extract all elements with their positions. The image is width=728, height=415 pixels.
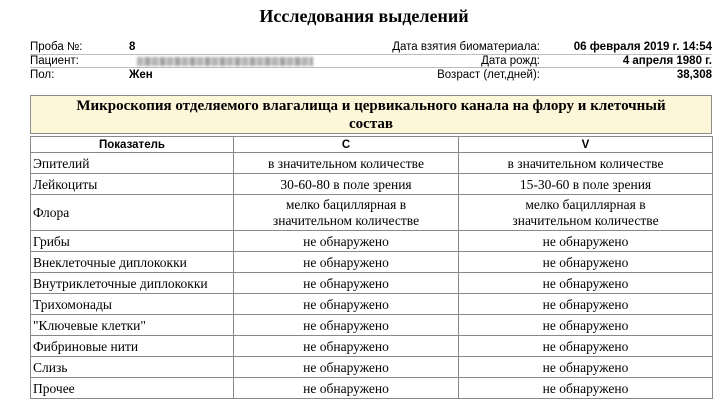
row-value-c-line1: мелко бациллярная в — [285, 196, 407, 212]
row-value-v: не обнаружено — [459, 273, 713, 294]
table-row — [31, 231, 713, 252]
row-value-c: не обнаружено — [234, 294, 459, 315]
row-value-v: не обнаружено — [459, 315, 713, 336]
section-title-line1: Микроскопия отделяемого влагалища и цервикального канала на флору и клеточный — [76, 98, 666, 114]
header-c: C — [234, 137, 459, 153]
sex-value: Жен — [129, 69, 153, 81]
results-table — [30, 136, 713, 399]
row-name: "Ключевые клетки" — [31, 315, 234, 336]
sex-label: Пол: — [30, 69, 55, 81]
section-title-line2: состав — [349, 116, 393, 132]
row-name: Эпителий — [31, 153, 234, 174]
row-value-v: 15-30-60 в поле зрения — [459, 174, 713, 195]
sample-label: Проба №: — [30, 41, 83, 53]
table-row — [31, 378, 713, 399]
row-value-v: не обнаружено — [459, 252, 713, 273]
info-row-patient — [30, 54, 712, 68]
birth-date-value: 4 апреля 1980 г. — [622, 55, 712, 67]
document-title: Исследования выделений — [259, 6, 469, 26]
row-value-v — [459, 195, 713, 231]
row-value-c: не обнаружено — [234, 378, 459, 399]
row-value-c: не обнаружено — [234, 252, 459, 273]
birth-date-label: Дата рожд: — [481, 55, 540, 67]
collection-date-value: 06 февраля 2019 г. 14:54 — [573, 41, 712, 53]
table-row — [31, 252, 713, 273]
row-name: Грибы — [31, 231, 234, 252]
sample-value: 8 — [129, 41, 136, 53]
age-label: Возраст (лет,дней): — [437, 69, 540, 81]
row-value-c: не обнаружено — [234, 336, 459, 357]
table-row — [31, 273, 713, 294]
row-value-c: 30-60-80 в поле зрения — [234, 174, 459, 195]
row-value-c: не обнаружено — [234, 273, 459, 294]
row-value-c: не обнаружено — [234, 315, 459, 336]
age-value: 38,308 — [676, 69, 712, 81]
row-value-v-line1: мелко бациллярная в — [525, 196, 646, 212]
row-name: Лейкоциты — [31, 174, 234, 195]
row-value-c: не обнаружено — [234, 231, 459, 252]
table-header-row — [31, 137, 713, 153]
patient-label: Пациент: — [30, 55, 79, 67]
row-value-v: не обнаружено — [459, 378, 713, 399]
row-name: Прочее — [31, 378, 234, 399]
row-name: Трихомонады — [31, 294, 234, 315]
section-title — [30, 95, 712, 134]
header-indicator: Показатель — [31, 137, 234, 153]
row-value-v: не обнаружено — [459, 231, 713, 252]
row-value-c: не обнаружено — [234, 357, 459, 378]
row-value-v: не обнаружено — [459, 294, 713, 315]
row-value-v: в значительном количестве — [459, 153, 713, 174]
row-name: Слизь — [31, 357, 234, 378]
row-name: Внеклеточные диплококки — [31, 252, 234, 273]
row-name: Внутриклеточные диплококки — [31, 273, 234, 294]
table-row — [31, 294, 713, 315]
patient-info — [30, 40, 712, 82]
row-name: Фибриновые нити — [31, 336, 234, 357]
row-value-v: не обнаружено — [459, 357, 713, 378]
table-row — [31, 336, 713, 357]
row-value-v-line2: значительном количестве — [512, 212, 659, 228]
header-v: V — [459, 137, 713, 153]
info-row-sample — [30, 40, 712, 54]
row-value-c — [234, 195, 459, 231]
redacted-patient-name — [137, 57, 313, 66]
row-name: Флора — [31, 195, 234, 231]
row-value-c: в значительном количестве — [234, 153, 459, 174]
info-row-sex — [30, 68, 712, 82]
table-row — [31, 357, 713, 378]
table-row — [31, 174, 713, 195]
table-row — [31, 153, 713, 174]
table-row — [31, 195, 713, 231]
collection-date-label: Дата взятия биоматериала: — [392, 41, 540, 53]
row-value-v: не обнаружено — [459, 336, 713, 357]
row-value-c-line2: значительном количестве — [272, 212, 420, 228]
table-row — [31, 315, 713, 336]
